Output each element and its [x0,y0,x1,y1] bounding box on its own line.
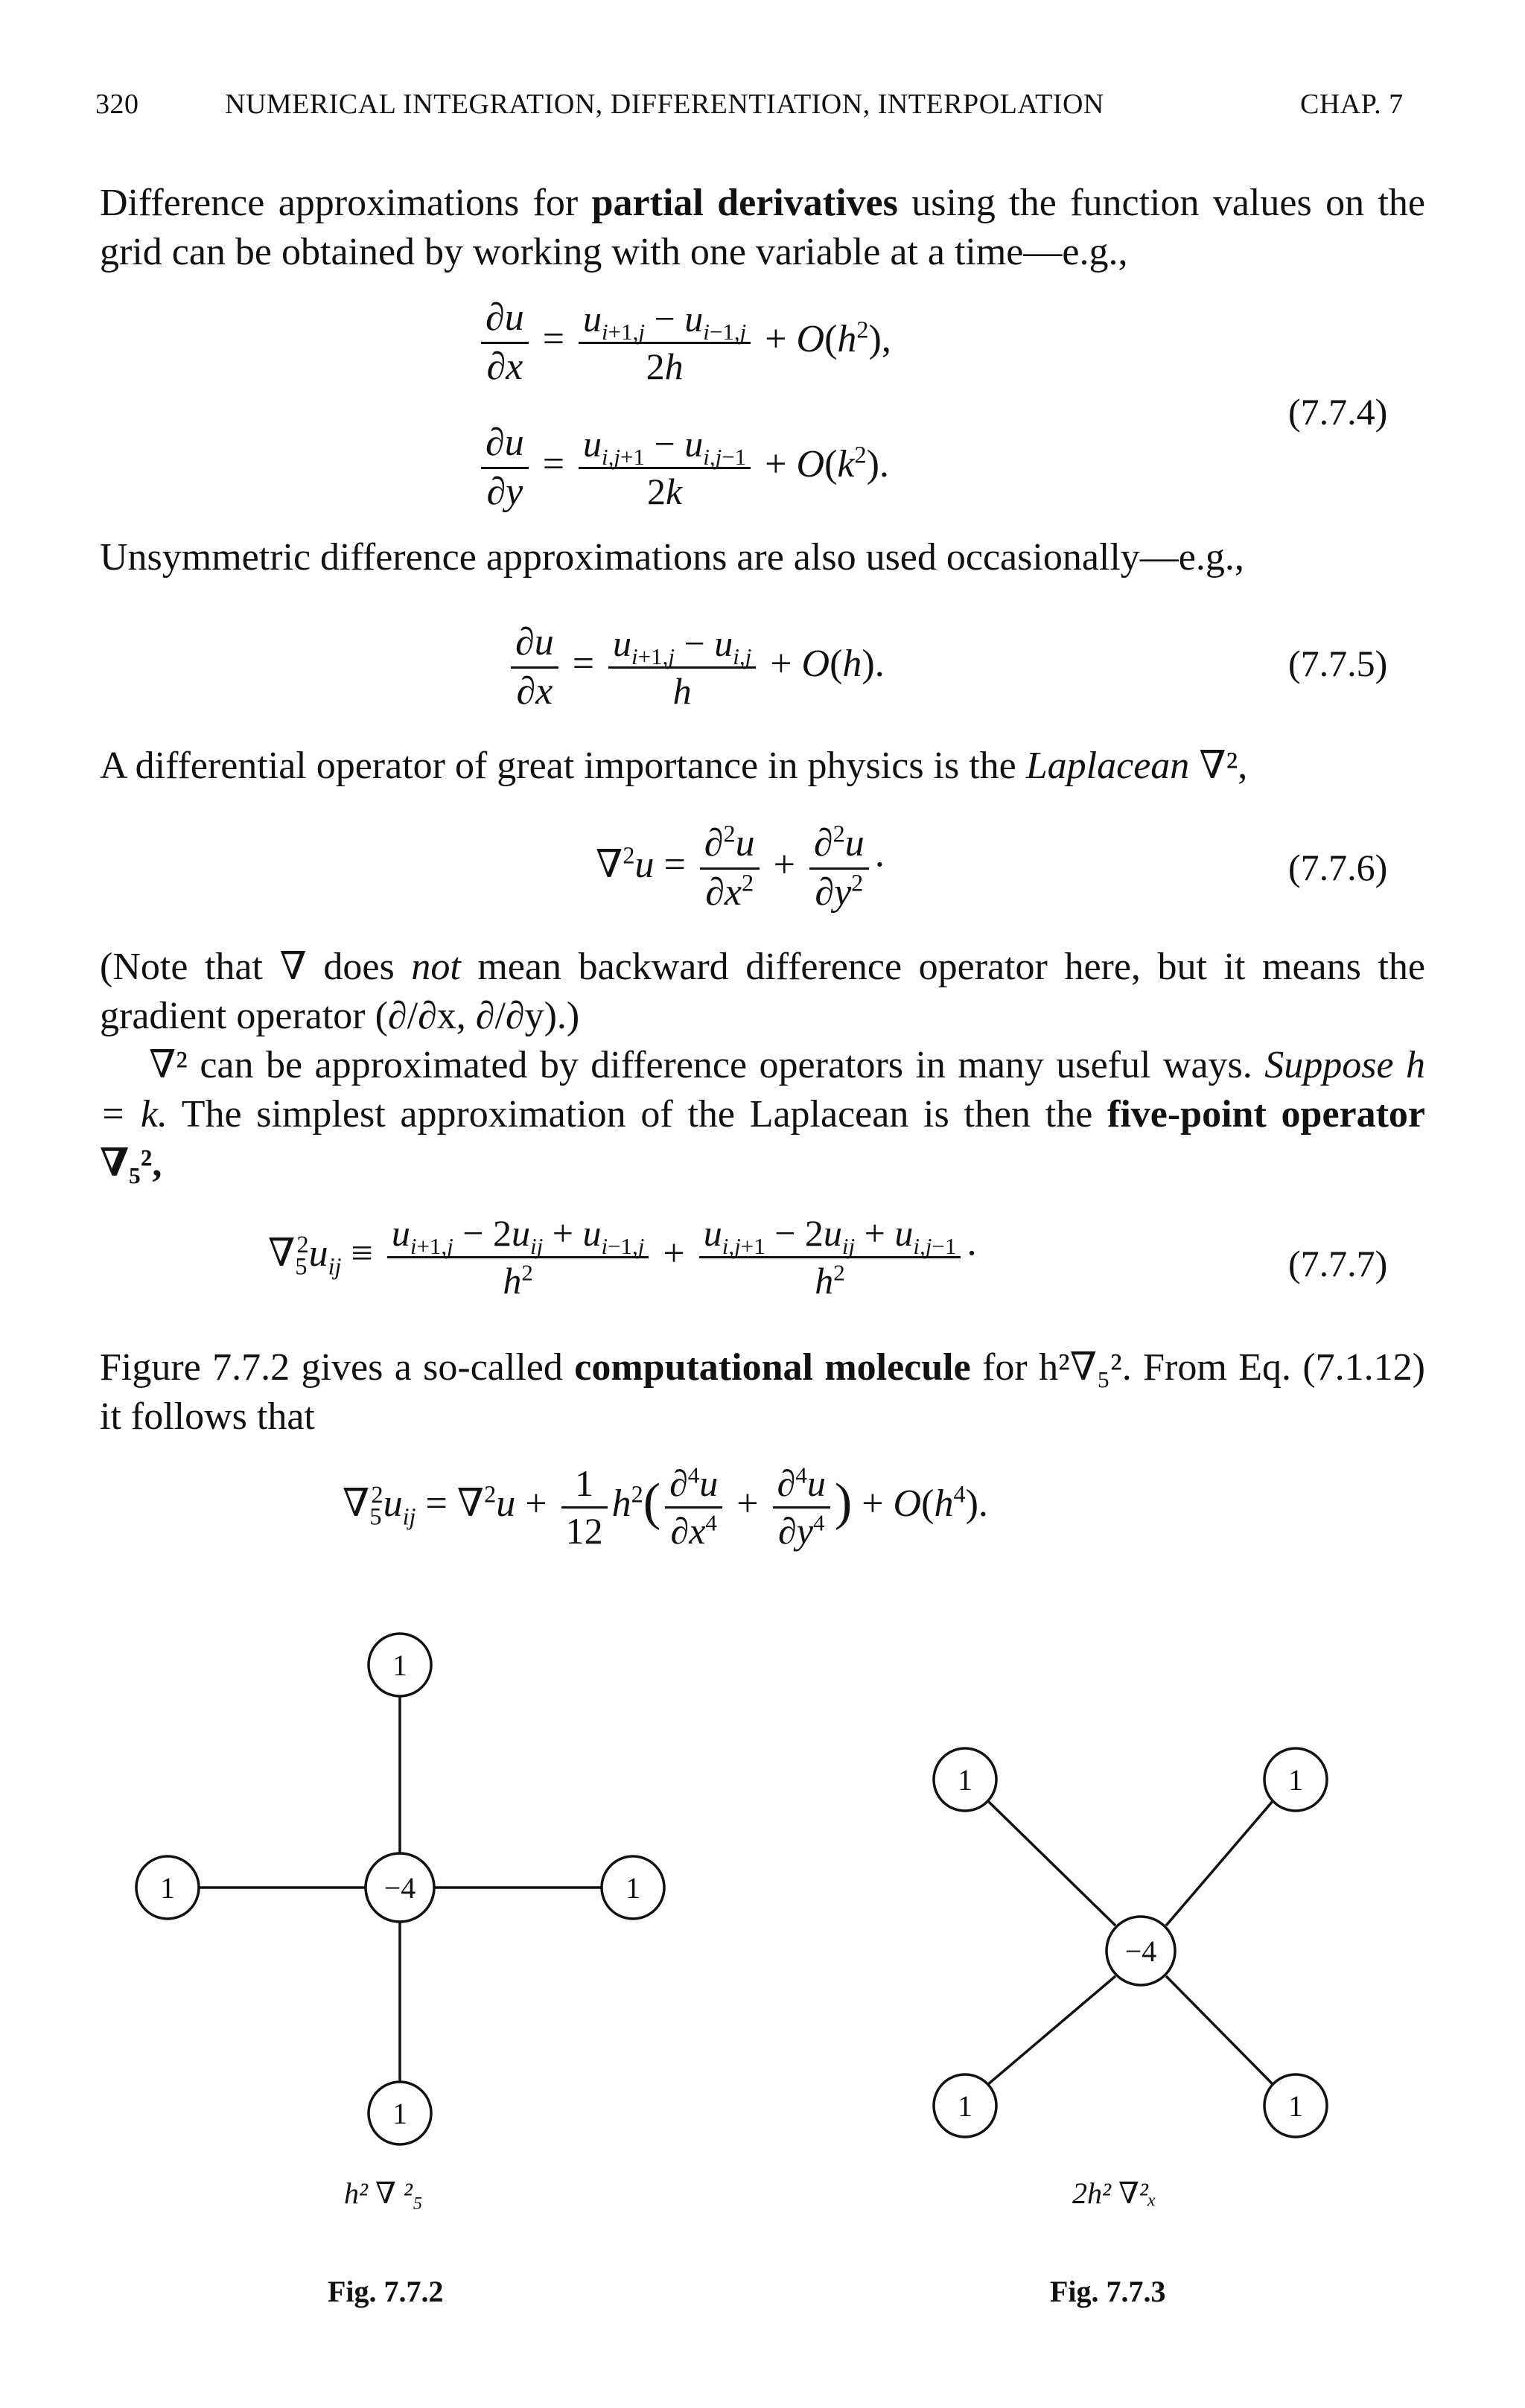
node-label-left: 1 [160,1871,175,1905]
node-label-bottom-right: 1 [1288,2089,1303,2123]
molecule-bond-top-right [1166,1800,1273,1926]
node-label-top-right: 1 [1288,1763,1303,1797]
figure-7-7-3-caption: Fig. 7.7.3 [1050,2275,1166,2308]
node-label-center: −4 [1124,1934,1157,1968]
equation-number-7-7-4: (7.7.4) [1288,391,1388,433]
paragraph-five-point: ∇² can be approximated by difference operators in many useful ways. Suppose h = k. The simplest approximation of the Laplacean is then the five-point operator ∇₅², [100,1044,1425,1185]
paragraph-unsymmetric: Unsymmetric difference approximations are also used occasionally—e.g., [100,536,1244,579]
figure-7-7-2-caption: Fig. 7.7.2 [328,2275,444,2308]
molecule-bond-bottom-left [987,1976,1115,2085]
node-label-bottom: 1 [392,2097,407,2130]
node-label-right: 1 [625,1871,640,1905]
equation-number-7-7-7: (7.7.7) [1288,1243,1388,1284]
molecule-bond-bottom-right [1166,1976,1273,2085]
equation-number-7-7-5: (7.7.5) [1288,643,1388,684]
paragraph-partial-derivatives: Difference approximations for partial derivatives using the function values on the grid can be obtained by working with one variable at a time—e.g., [100,182,1425,273]
page-number: 320 [95,89,139,120]
node-label-bottom-left: 1 [958,2089,972,2123]
paragraph-computational-molecule: Figure 7.7.2 gives a so-called computational molecule for h²∇₅². From Eq. (7.1.12) it follows that [100,1346,1425,1438]
running-title: NUMERICAL INTEGRATION, DIFFERENTIATION, INTERPOLATION [225,89,1104,120]
equation-number-7-7-6: (7.7.6) [1288,847,1388,888]
molecule-bond-top-left [987,1800,1115,1926]
node-label-top: 1 [392,1649,407,1682]
equation-du-dy: $\frac{\partial u}{\partial y}$ = $\frac{u_{i,j+1} - u_{i,j-1}}{2k}$ + $O(k^2)$. [477,423,889,512]
figure-7-7-3-operator-label: 2h² ∇²ₓ [1072,2176,1157,2210]
figure-7-7-2-operator-label: h² ∇ ²₅ [344,2176,423,2210]
paragraph-note-gradient: (Note that ∇ does not mean backward difference operator here, but it means the gradient operator (∂/∂x, ∂/∂y).) [100,946,1425,1037]
figure-7-7-3-labels [958,1763,1303,2123]
equation-five-point-operator: $\nabla_5^2u_{ij}$ ≡ $\frac{u_{i+1,j} - 2u_{ij} + u_{i-1,j}}{h^2}$ + $\frac{u_{i,j+1} - 2u_{ij} + u_{i,j-1}}{h^2}$ · [268,1212,978,1302]
equation-error-expansion: $\nabla_5^2u_{ij} = \nabla^2u$ + $\frac{1}{12}$ $h^2$( $\frac{\partial^4u}{\partial x^4}$ + $\frac{\partial^4u}{\partial y^4}$ ) + $O(h^4)$. [343,1462,988,1552]
equation-unsymmetric: $\frac{\partial u}{\partial x}$ = $\frac{u_{i+1,j} - u_{i,j}}{h}$ + O(h). [506,622,885,712]
paragraph-laplacean: A differential operator of great importance in physics is the Laplacean ∇², [100,745,1248,787]
chapter-label: CHAP. 7 [1300,89,1404,120]
equation-laplacean: ∇$^2$u = $\frac{\partial^2u}{\partial x^2}$ + $\frac{\partial^2u}{\partial y^2}$ · [596,820,887,914]
node-label-center: −4 [383,1871,416,1905]
equation-du-dx: $\frac{\partial u}{\partial x}$ = $\frac{u_{i+1,j} - u_{i-1,j}}{2h}$ + $O(h^2)$, [477,298,891,387]
node-label-top-left: 1 [958,1763,972,1797]
